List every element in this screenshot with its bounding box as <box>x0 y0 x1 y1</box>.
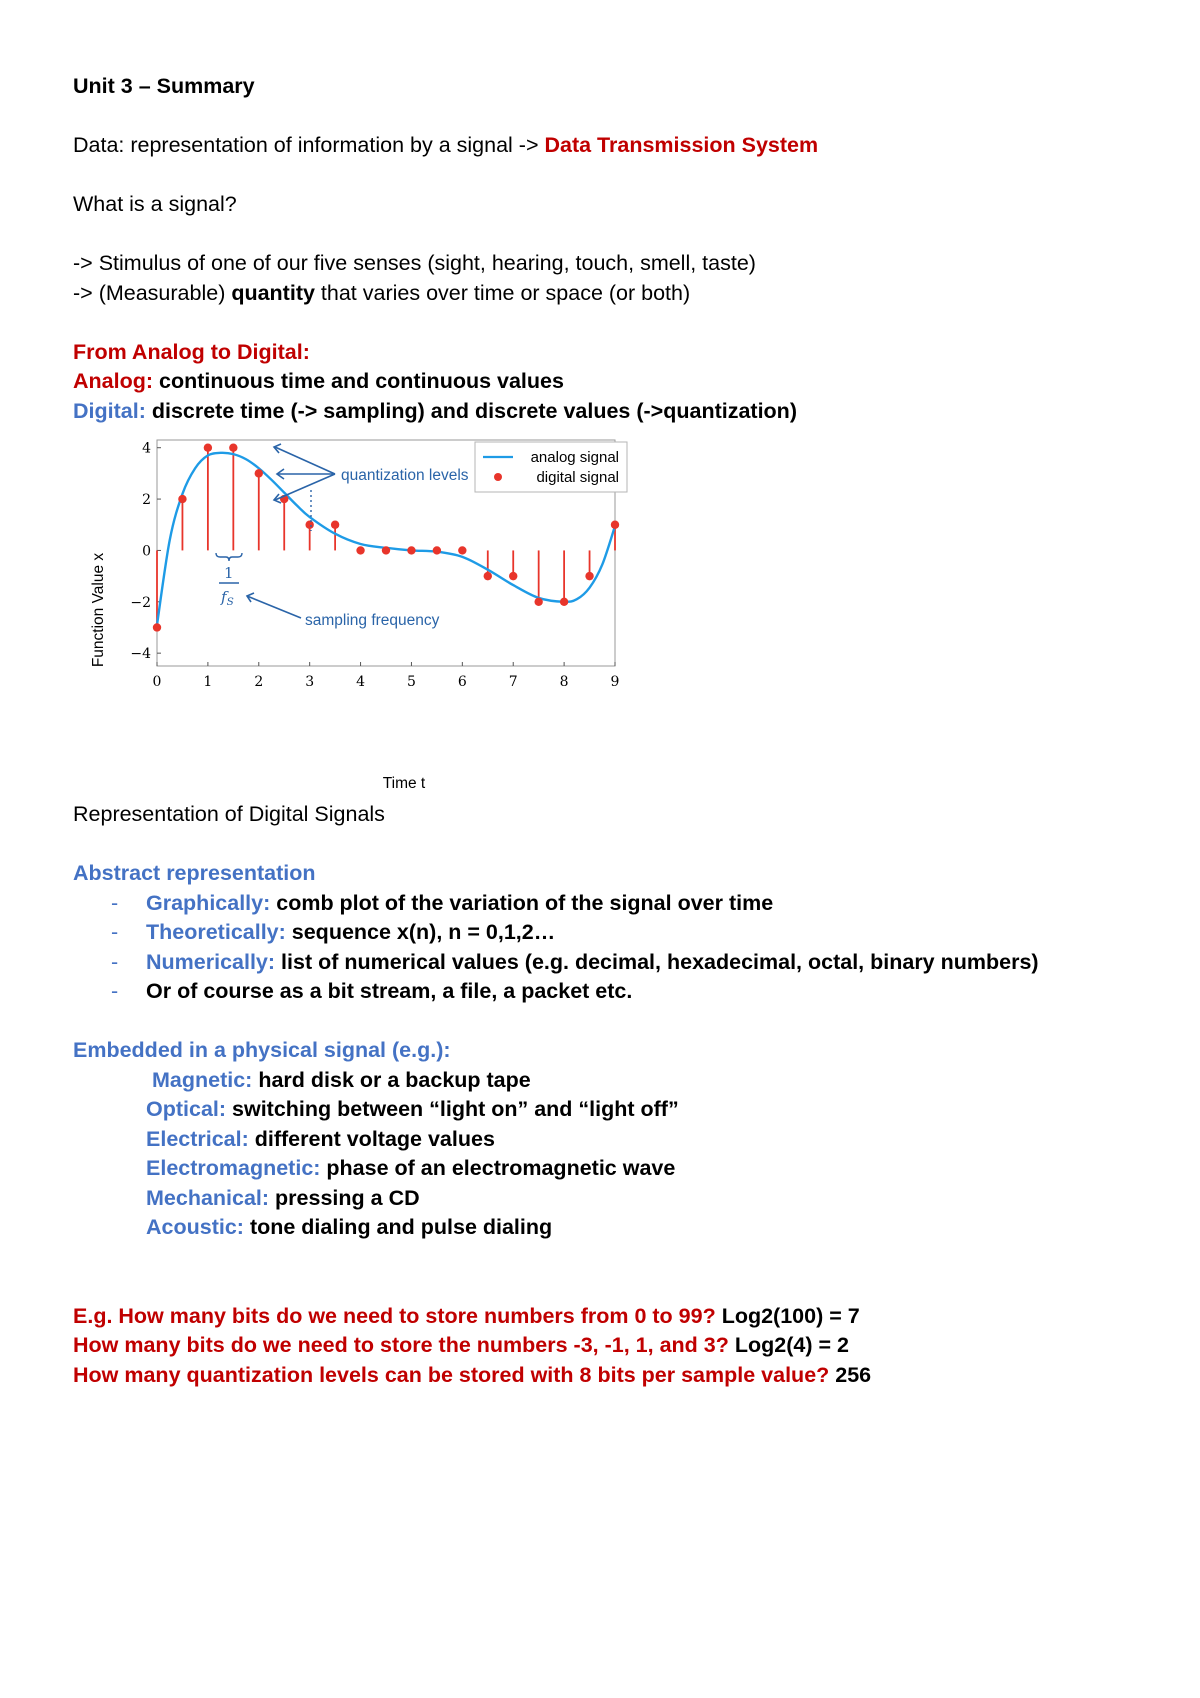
one-over-fs-denominator: $f_S$ <box>221 588 234 608</box>
abstract-label: Numerically: <box>146 949 276 974</box>
y-tick-label: −2 <box>130 594 151 611</box>
embedded-item-acoustic <box>73 1213 1153 1243</box>
digital-label: Digital: <box>73 398 146 423</box>
digital-line <box>73 397 1153 427</box>
representation-heading: Representation of Digital Signals <box>73 802 385 826</box>
question-answer: Log2(100) = 7 <box>715 1303 860 1328</box>
analog-label: Analog: <box>73 369 154 393</box>
digital-text: discrete time (-> sampling) and discrete values (->quantization) <box>145 398 797 423</box>
digital-signal-point <box>484 572 492 580</box>
signal-definition-1: -> Stimulus of one of our five senses (sight, hearing, touch, smell, taste) <box>73 251 756 275</box>
digital-signal-point <box>204 444 212 452</box>
signal-def-2-prefix: -> (Measurable) <box>73 280 232 305</box>
embedded-label: Mechanical: <box>146 1185 270 1210</box>
question-3 <box>73 1361 1153 1391</box>
signal-chart-container <box>73 430 1153 794</box>
digital-signal-point <box>255 469 263 477</box>
list-bullet: - <box>111 920 119 944</box>
question-text: How many quantization levels can be stored with 8 bits per sample value? <box>73 1362 830 1387</box>
x-tick-label: 9 <box>610 674 620 690</box>
x-tick-label: 8 <box>559 674 569 690</box>
digital-signal-point <box>229 444 237 452</box>
what-is-signal: What is a signal? <box>73 192 237 216</box>
chart-legend <box>475 442 627 492</box>
digital-signal-point <box>509 572 517 580</box>
signal-chart <box>83 430 683 794</box>
abstract-text: sequence x(n), n = 0,1,2… <box>285 920 556 944</box>
embedded-item-electromagnetic <box>73 1154 1153 1184</box>
embedded-text: hard disk or a backup tape <box>252 1067 531 1092</box>
embedded-item-optical <box>73 1095 1153 1125</box>
abstract-list <box>73 889 1153 1007</box>
x-tick-label: 5 <box>406 674 416 690</box>
embedded-label: Acoustic: <box>146 1215 244 1239</box>
data-definition-line <box>73 131 1153 161</box>
embedded-text: phase of an electromagnetic wave <box>320 1156 676 1180</box>
question-answer: Log2(4) = 2 <box>728 1333 849 1357</box>
embedded-item-mechanical <box>73 1184 1153 1214</box>
digital-signal-point <box>407 546 415 554</box>
one-over-fs-numerator: 1 <box>224 564 234 582</box>
sampling-frequency-label: sampling frequency <box>305 612 440 629</box>
document-page <box>73 72 1153 1390</box>
digital-signal-point <box>382 546 390 554</box>
digital-signal-point <box>458 546 466 554</box>
digital-signal-point <box>153 623 161 631</box>
x-tick-label: 4 <box>356 674 366 690</box>
embedded-text: switching between “light on” and “light off” <box>226 1097 679 1121</box>
quantization-levels-label: quantization levels <box>341 467 469 484</box>
question-text: How many bits do we need to store the numbers -3, -1, 1, and 3? <box>73 1333 729 1357</box>
digital-signal-point <box>356 546 364 554</box>
embedded-label: Electrical: <box>146 1126 249 1151</box>
abstract-heading: Abstract representation <box>73 861 316 885</box>
embedded-text: pressing a CD <box>269 1185 420 1210</box>
x-tick-label: 1 <box>203 674 213 690</box>
abstract-text: list of numerical values (e.g. decimal, hexadecimal, octal, binary numbers) <box>275 949 1039 974</box>
y-axis-label: Function Value x <box>90 552 107 668</box>
data-transmission-system: Data Transmission System <box>544 133 819 157</box>
legend-analog-label: analog signal <box>530 449 619 466</box>
abstract-item-graphically <box>73 889 1153 919</box>
signal-def-2-bold: quantity <box>231 280 315 305</box>
y-tick-label: 2 <box>142 492 151 509</box>
digital-signal-point <box>305 521 313 529</box>
digital-signal-point <box>585 572 593 580</box>
analog-line <box>73 367 1153 397</box>
question-text: E.g. How many bits do we need to store numbers from 0 to 99? <box>73 1303 716 1328</box>
abstract-text: comb plot of the variation of the signal over time <box>270 890 774 915</box>
list-bullet: - <box>111 979 119 1003</box>
y-tick-label: 0 <box>142 543 151 560</box>
list-bullet: - <box>111 890 119 915</box>
embedded-text: tone dialing and pulse dialing <box>243 1215 553 1239</box>
data-definition-text: Data: representation of information by a signal -> <box>73 133 545 157</box>
legend-digital-swatch <box>494 473 502 481</box>
x-tick-label: 0 <box>152 674 162 690</box>
signal-definition-2 <box>73 279 1153 309</box>
abstract-item-bitstream <box>73 977 1153 1007</box>
abstract-text: Or of course as a bit stream, a file, a packet etc. <box>146 979 633 1003</box>
digital-signal-point <box>331 521 339 529</box>
x-axis-label: Time t <box>382 775 426 792</box>
digital-signal-point <box>534 598 542 606</box>
question-2 <box>73 1331 1153 1361</box>
question-answer: 256 <box>829 1362 872 1387</box>
digital-signal-point <box>433 546 441 554</box>
digital-signal-point <box>178 495 186 503</box>
embedded-text: different voltage values <box>248 1126 495 1151</box>
abstract-item-theoretically <box>73 918 1153 948</box>
x-tick-label: 3 <box>305 674 315 690</box>
digital-signal-point <box>560 598 568 606</box>
embedded-label: Optical: <box>146 1097 227 1121</box>
x-tick-label: 2 <box>254 674 264 690</box>
signal-def-2-suffix: that varies over time or space (or both) <box>314 280 691 305</box>
abstract-label: Theoretically: <box>146 920 286 944</box>
digital-signal-point <box>611 521 619 529</box>
y-tick-label: 4 <box>142 440 151 457</box>
embedded-item-magnetic <box>73 1066 1153 1096</box>
analog-digital-heading: From Analog to Digital: <box>73 339 310 364</box>
embedded-heading: Embedded in a physical signal (e.g.): <box>73 1038 451 1062</box>
legend-digital-label: digital signal <box>536 469 619 486</box>
x-tick-label: 6 <box>457 674 467 690</box>
analog-text: continuous time and continuous values <box>153 369 564 393</box>
list-bullet: - <box>111 949 119 974</box>
abstract-label: Graphically: <box>146 890 271 915</box>
question-1 <box>73 1302 1153 1332</box>
embedded-label: Magnetic: <box>152 1067 253 1092</box>
embedded-label: Electromagnetic: <box>146 1156 321 1180</box>
x-tick-label: 7 <box>508 674 518 690</box>
y-tick-label: −4 <box>130 646 151 663</box>
abstract-item-numerically <box>73 948 1153 978</box>
embedded-item-electrical <box>73 1125 1153 1155</box>
doc-title: Unit 3 – Summary <box>73 74 255 98</box>
